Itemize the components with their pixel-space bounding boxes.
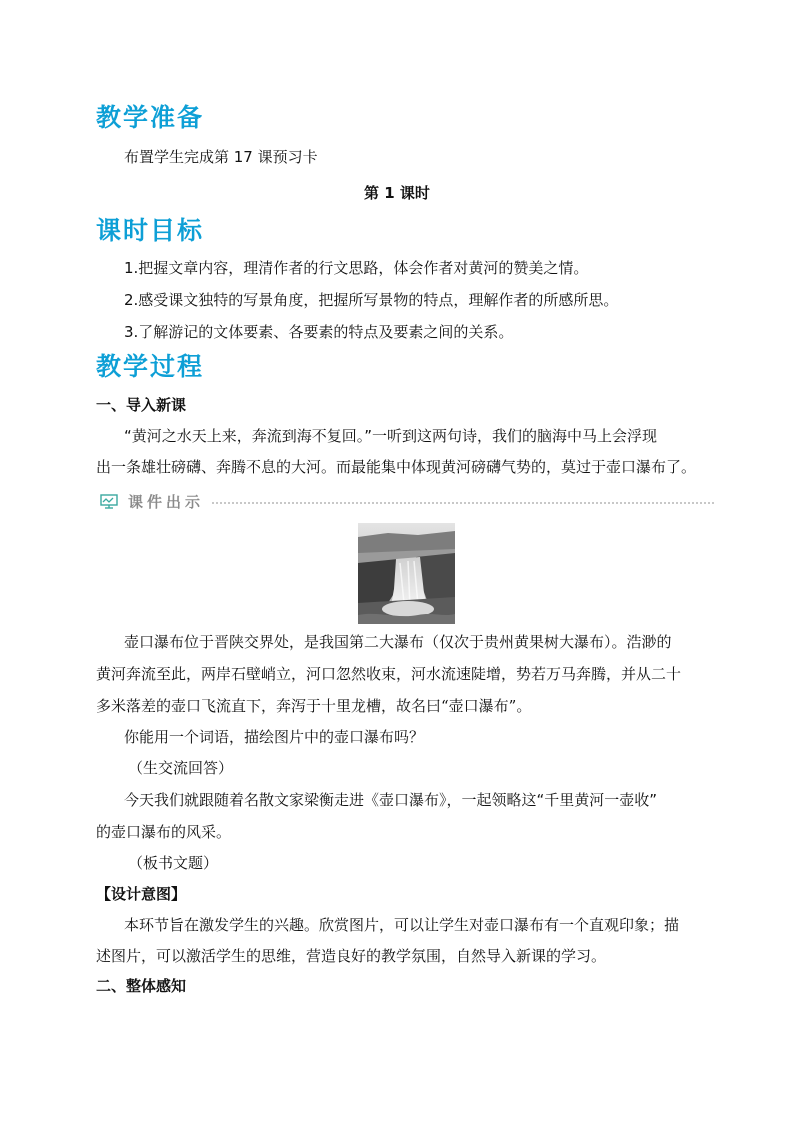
intro-line-1: “黄河之水天上来，奔流到海不复回。”一听到这两句诗，我们的脑海中马上会浮现 (124, 427, 658, 445)
part1-title: 一、导入新课 (96, 396, 187, 414)
board-note: （板书文题） (128, 854, 219, 872)
intro-line-2: 出一条雄壮磅礴、奔腾不息的大河。而最能集中体现黄河磅礴气势的，莫过于壶口瀑布了。 (96, 458, 697, 476)
dotted-divider (212, 502, 714, 504)
today-line-2: 的壶口瀑布的风采。 (96, 823, 232, 841)
part2-title: 二、整体感知 (96, 977, 187, 995)
design-intent-title: 【设计意图】 (96, 885, 187, 903)
image-desc-line-3: 多米落差的壶口飞流直下，奔泻于十里龙槽，故名曰“壶口瀑布”。 (96, 697, 532, 715)
design-line-2: 述图片，可以激活学生的思维，营造良好的教学氛围，自然导入新课的学习。 (96, 947, 607, 965)
design-line-1: 本环节旨在激发学生的兴趣。欣赏图片，可以让学生对壶口瀑布有一个直观印象；描 (124, 916, 680, 934)
heading-lesson-goals: 课时目标 (96, 216, 205, 245)
heading-teaching-prep: 教学准备 (96, 103, 205, 132)
prep-text: 布置学生完成第 17 课预习卡 (124, 148, 318, 166)
question-text: 你能用一个词语，描绘图片中的壶口瀑布吗？ (124, 728, 425, 746)
student-answer-note: （生交流回答） (128, 759, 234, 777)
goal-item-3: 3.了解游记的文体要素、各要素的特点及要素之间的关系。 (124, 323, 514, 341)
waterfall-photo (358, 523, 455, 624)
courseware-label: 课件出示 (128, 493, 205, 511)
goal-item-1: 1.把握文章内容，理清作者的行文思路，体会作者对黄河的赞美之情。 (124, 259, 589, 277)
goal-item-2: 2.感受课文独特的写景角度，把握所写景物的特点，理解作者的所感所思。 (124, 291, 619, 309)
courseware-banner (100, 492, 714, 512)
courseware-icon (100, 494, 118, 509)
today-line-1: 今天我们就跟随着名散文家梁衡走进《壶口瀑布》，一起领略这“千里黄河一壶收” (124, 791, 658, 809)
image-desc-line-2: 黄河奔流至此，两岸石壁峭立，河口忽然收束，河水流速陡增，势若万马奔腾，并从二十 (96, 665, 682, 683)
heading-teaching-process: 教学过程 (96, 352, 205, 381)
lesson-title: 第 1 课时 (364, 184, 430, 202)
image-desc-line-1: 壶口瀑布位于晋陕交界处，是我国第二大瀑布（仅次于贵州黄果树大瀑布）。浩渺的 (124, 633, 672, 651)
